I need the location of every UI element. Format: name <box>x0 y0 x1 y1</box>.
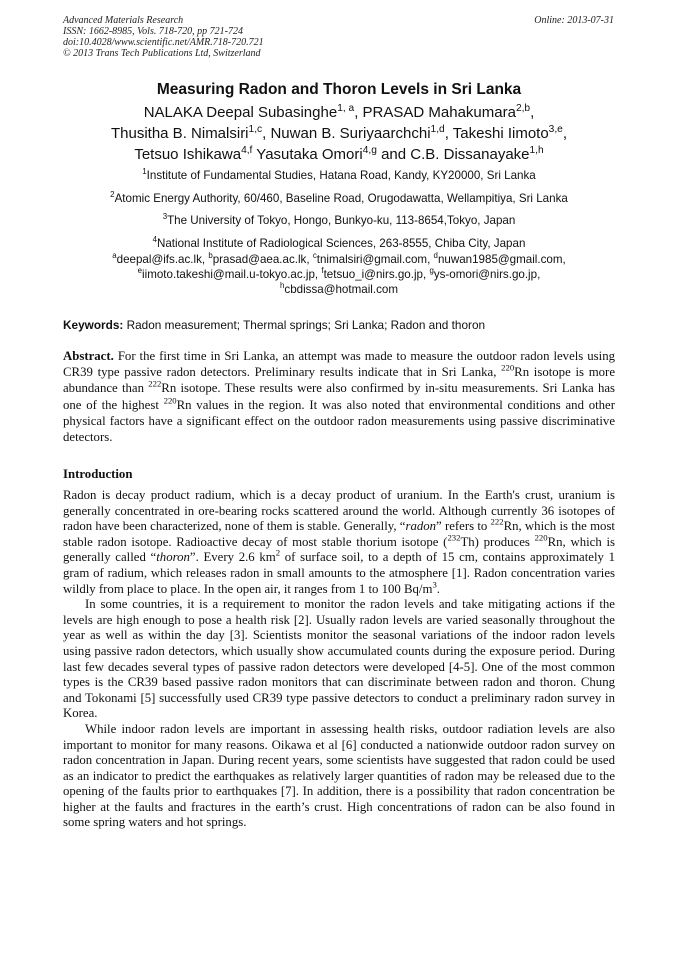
journal-name: Advanced Materials Research <box>63 15 184 26</box>
affiliation: $^1$Institute of Fundamental Studies, Hatana Road, Kandy, KY20000, Sri Lanka <box>142 167 536 182</box>
email: $^f$tetsuo_i@nirs.go.jp <box>321 266 423 281</box>
paragraph: Radon is decay product radium, which is a decay product of uranium. In the Earth's crust, uranium is generally concentrated in ore-bearing rocks scattered around the world. Although currently 36 isotopes of radon have been characterized, none of them is stable. Generally, “radon” refers to $^{222}$Rn, which is the most stable radon isotope. Radioactive decay of most stable thorium isotope ($^{232}$Th) produces $^{220}$Rn, which is generally called “thoron”. Every 2.6 $km^2$ of surface soil, to a depth of 15 cm, contains approximately 1 gram of radium, which releases radon in small amounts to the atmosphere [1]. Radon concentration varies wildly from place to place. In the open air, it ranges from 1 to 100 $Bq/m^3$. <box>63 488 615 596</box>
paper-title: Measuring Radon and Thoron Levels in Sri Lanka <box>156 81 522 98</box>
affiliation: $^3$The University of Tokyo, Hongo, Bunkyo-ku, 113-8654,Tokyo, Japan <box>162 212 516 227</box>
online-date: Online: 2013-07-31 <box>534 15 614 26</box>
email: $^a$deepal@ifs.ac.lk <box>112 251 202 266</box>
journal-issn: ISSN: 1662-8985, Vols. 718-720, pp 721-724 <box>63 26 243 37</box>
paragraph: While indoor radon levels are important in assessing health risks, outdoor radiation levels are also important to monitor for many reasons. Oikawa et al [6] conducted a nationwide outdoor radon survey on radon concentration in Japan. During recent years, some scientists have suggested that radon could be used as an indicator to predict the earthquakes as relatively larger quantities of radon may be released due to the opening of the faults prior to earthquakes [7]. In addition, there is a possibility that radon concentration be higher at the faults and fractures in the earth’s crust. High concentrations of radon can be also found in some spring waters and hot springs. <box>63 721 615 830</box>
author: Yasutaka Omori$^{4,g}$ <box>256 145 377 163</box>
affiliation: $^4$National Institute of Radiological Sciences, 263-8555, Chiba City, Japan <box>152 234 526 250</box>
author: NALAKA Deepal Subasinghe$^{1, a}$ <box>143 103 355 121</box>
keywords-text: Radon measurement; Thermal springs; Sri Lanka; Radon and thoron <box>126 318 486 332</box>
keywords <box>63 318 623 333</box>
author: PRASAD Mahakumara$^{2,b}$ <box>362 103 531 121</box>
journal-copyright: © 2013 Trans Tech Publications Ltd, Switzerland <box>63 48 261 59</box>
author: Tetsuo Ishikawa$^{4,f}$ <box>134 145 253 163</box>
author-list: NALAKA Deepal Subasinghe$^{1, a}$, PRASAD Mahakumara$^{2,b}$, Thusitha B. Nimalsiri$^{1,c}$, Nuwan B. Suriyaarchchi$^{1,d}$, Takeshi Iimoto$^{3,e}$, Tetsuo Ishikawa$^{4,f}$ Yasutaka Omori$^{4,g}$ and C.B. Dissanayake$^{1,h}$ <box>110 103 568 163</box>
author: Thusitha B. Nimalsiri$^{1,c}$ <box>110 124 263 142</box>
author: Takeshi Iimoto$^{3,e}$ <box>452 124 563 142</box>
abstract: Abstract. For the first time in Sri Lanka, an attempt was made to measure the outdoor radon levels using CR39 type passive radon detectors. Preliminary results indicate that in Sri Lanka, $^{220}$Rn isotope is more abundance than $^{222}$Rn isotope. These results were also confirmed by in-situ measurements. Sri Lanka has one of the highest $^{220}$Rn values in the region. It was also noted that environmental conditions and other physical factors have a significant effect on the outdoor radon measurements using passive discriminative detectors. <box>63 349 615 445</box>
affiliation-list <box>20 165 658 255</box>
email: $^c$tnimalsiri@gmail.com <box>312 251 428 266</box>
abstract-label: Abstract. <box>63 349 114 363</box>
journal-doi: doi:10.4028/www.scientific.net/AMR.718-720.721 <box>63 37 264 48</box>
email: $^d$nuwan1985@gmail.com <box>433 251 563 266</box>
email-list: $^a$deepal@ifs.ac.lk, $^b$prasad@aea.ac.lk, $^c$tnimalsiri@gmail.com, $^d$nuwan1985@gmail.com, $^e$iimoto.takeshi@mail.u-tokyo.ac.jp, $^f$tetsuo_i@nirs.go.jp, $^g$ys-omori@nirs.go.jp, $^h$cbdissa@hotmail.com <box>112 251 566 296</box>
author: Nuwan B. Suriyaarchchi$^{1,d}$ <box>270 124 445 142</box>
email: $^b$prasad@aea.ac.lk <box>208 251 307 266</box>
paragraph: In some countries, it is a requirement to monitor the radon levels and take mitigating actions if the levels are high enough to pose a health risk [2]. Usually radon levels are varied seasonally throughout the year as well as within the day [3]. Scientists monitor the seasonal variations of the indoor radon levels using passive radon detectors, which usually show accumulated counts during the exposure period. During last few decades several types of passive radon detectors were developed [4-5]. One of the most common types is the CR39 based passive radon monitors that can discriminate between radon and thoron. Chung and Tokonami [5] successfully used CR39 type passive detectors to conduct a preliminary radon survey in Korea. <box>63 597 615 721</box>
email: $^e$iimoto.takeshi@mail.u-tokyo.ac.jp <box>137 266 315 281</box>
author: C.B. Dissanayake$^{1,h}$ <box>410 145 544 163</box>
journal-header <box>63 15 264 59</box>
email: $^g$ys-omori@nirs.go.jp <box>429 266 538 281</box>
email: $^h$cbdissa@hotmail.com <box>280 281 398 296</box>
section-heading-introduction: Introduction <box>63 467 133 481</box>
introduction-body <box>63 488 615 831</box>
keywords-label: Keywords: <box>63 318 124 332</box>
affiliation: $^2$Atomic Energy Authority, 60/460, Baseline Road, Orugodawatta, Wellampitiya, Sri Lanka <box>110 189 568 205</box>
